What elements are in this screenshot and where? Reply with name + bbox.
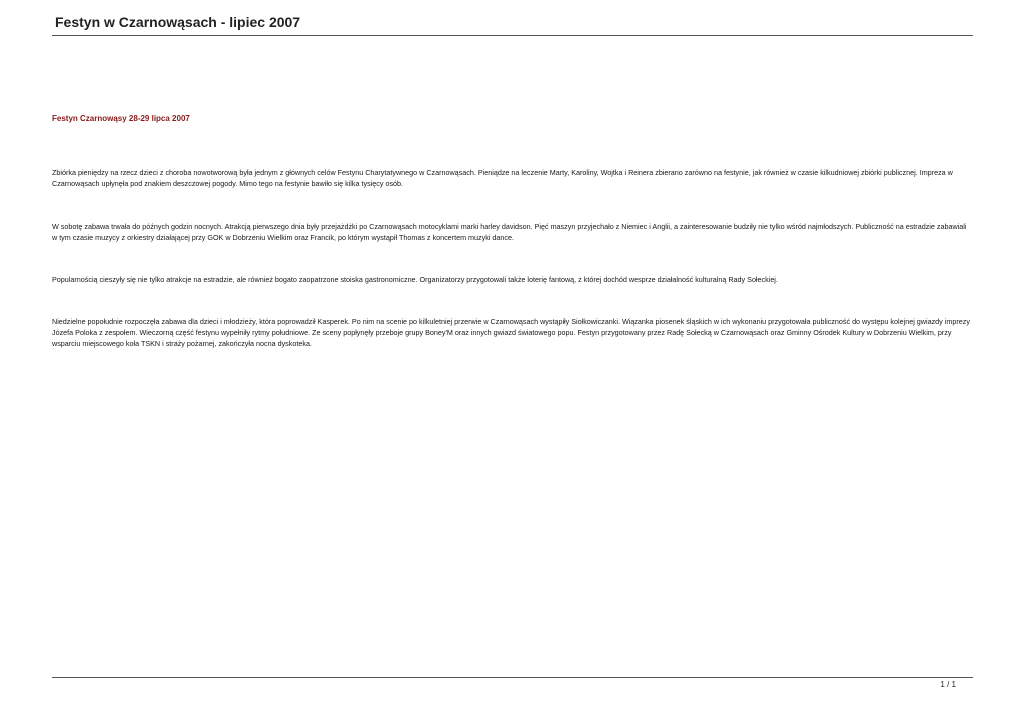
page-number: 1 / 1 (940, 680, 956, 689)
document-title: Festyn w Czarnowąsach - lipiec 2007 (55, 14, 301, 30)
article-paragraph-4: Niedzielne popołudnie rozpoczęła zabawa dla dzieci i młodzieży, która poprowadził Kasperek. Po nim na scenie po kilkuletniej przerwie w Czarnowąsach wystąpiły Siołkowiczanki. Wiązanka piosenek śląskich w ich wykonaniu przygotowała publiczność do występu kolejnej gwiazdy imprezy Józefa Poloka z zespołem. Wieczorną część festynu wypełniły rytmy południowe. Ze sceny popłynęły przeboje grupy Boney'M oraz innych gwiazd światowego popu. Festyn przygotowany przez Radę Sołecką w Czarnowąsach oraz Gminny Ośrodek Kultury w Dobrzeniu Wielkim, przy wsparciu miejscowego koła TSKN i straży pożarnej, zakończyła nocna dyskoteka. (52, 317, 970, 348)
article-paragraph-1: Zbiórka pieniędzy na rzecz dzieci z choroba nowotworową była jednym z głównych celów Festynu Charytatywnego w Czarnowąsach. Pieniądze na leczenie Marty, Karoliny, Wojtka i Reinera zbierano zarówno na festynie, jak również w czasie kilkudniowej zbiórki publicznej. Impreza w Czarnowąsach upłynęła pod znakiem deszczowej pogody. Mimo tego na festynie bawiło się kilka tysięcy osób. (52, 168, 953, 188)
article-paragraph-2: W sobotę zabawa trwała do późnych godzin nocnych. Atrakcją pierwszego dnia były przejażdżki po Czarnowąsach motocyklami marki harley davidson. Pięć maszyn przyjechało z Niemiec i Anglii, a zainteresowanie budziły nie tylko wśród najmłodszych. Publiczność na estradzie zabawiali w tym czasie muzycy z orkiestry działającej przy GOK w Dobrzeniu Wielkim oraz Francik, po którym wystąpił Thomas z koncertem muzyki dance. (52, 222, 967, 242)
article-subtitle: Festyn Czarnowąsy 28-29 lipca 2007 (52, 114, 190, 123)
header-divider (52, 35, 973, 36)
article-paragraph-3: Popularnością cieszyły się nie tylko atrakcje na estradzie, ale również bogato zaopatrzone stoiska gastronomiczne. Organizatorzy przygotowali także loterię fantową, z której dochód wesprze działalność kulturalną Rady Sołeckiej. (52, 275, 778, 284)
footer-divider (52, 677, 973, 678)
